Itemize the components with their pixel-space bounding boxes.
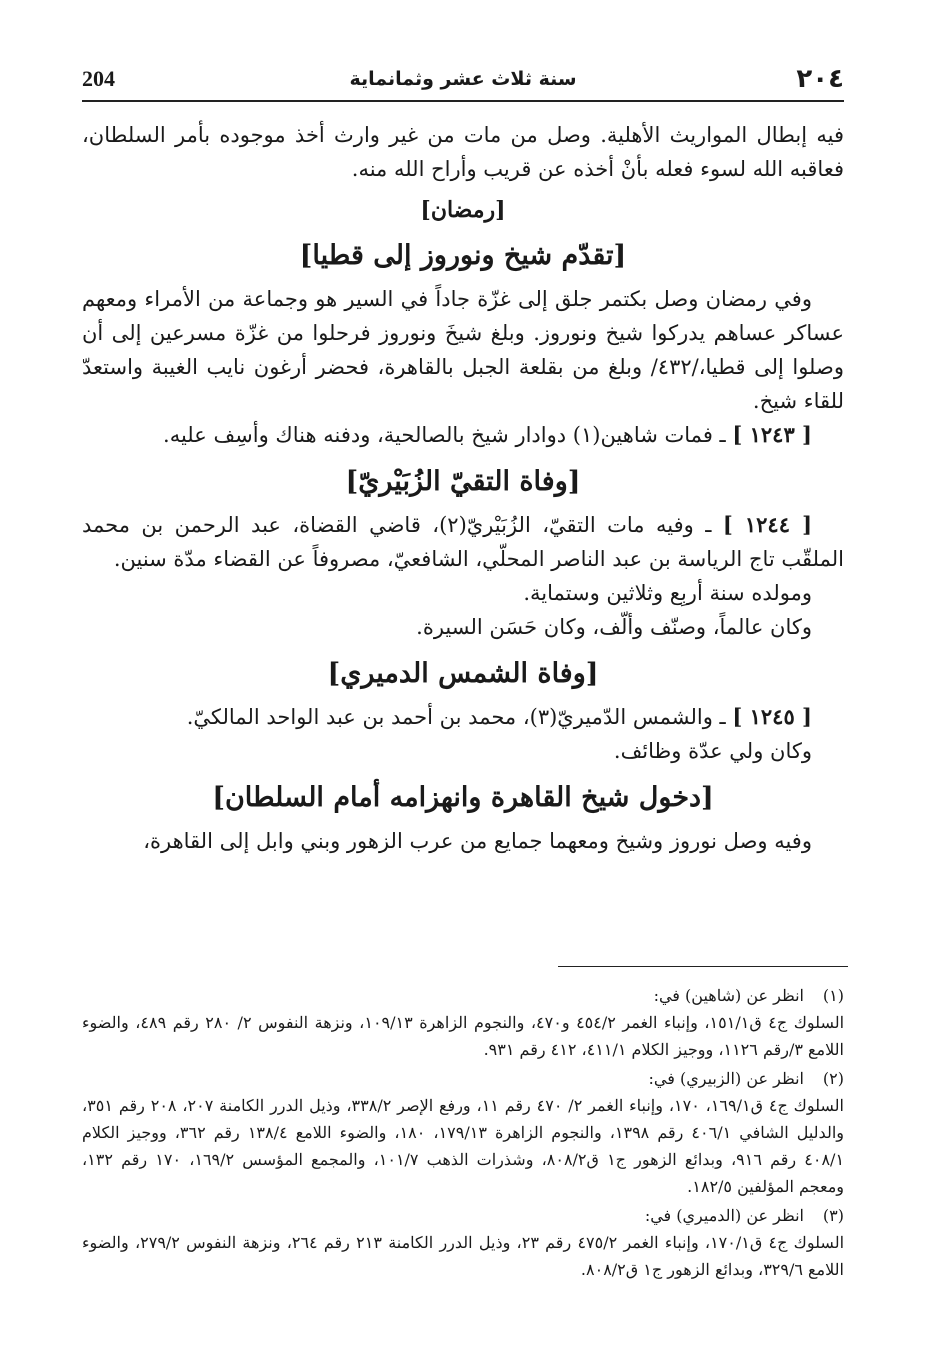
footnote-1 bbox=[82, 982, 844, 1063]
page-header bbox=[82, 62, 844, 98]
paragraph: ومولده سنة أربِع وثلاثين وستماية. bbox=[523, 581, 812, 605]
footnote-text: السلوك ج٤ ق١٧٠/١، وإنباء الغمر ٤٧٥/٢ رقم ٢٣، وذيل الدرر الكامنة ٢١٣ رقم ٢٦٤، ونزهة النفوس ٢٧٩/٢، والضوء اللامع ٣٢٩/٦، وبدائع الزهور ج١ ق٨٠٨/٢. bbox=[82, 1233, 845, 1279]
footnote-mark: (٣) bbox=[822, 1206, 844, 1225]
footnote-2 bbox=[82, 1065, 844, 1200]
running-title: سنة ثلاث عشر وثمانماية bbox=[349, 68, 577, 90]
section-heading: [تقدّم شيخ ونوروز إلى قطيا] bbox=[299, 240, 627, 271]
paragraph: فيه إبطال المواريث الأهلية. وصل من مات من غير وارث أخذ موجوده بأمر السلطان، فعاقبه الله لسوء فعله بأنْ أخذه عن قريب وأراح الله منه. bbox=[82, 123, 844, 181]
section-heading: [وفاة التقيّ الزُبَيْريّ] bbox=[345, 466, 581, 497]
entry-text: ـ فمات شاهين(١) دوادار شيخ بالصالحية، ودفنه هناك وأسِف عليه. bbox=[163, 423, 726, 447]
footnote-heading bbox=[82, 1065, 844, 1092]
footnotes bbox=[82, 982, 844, 1285]
footnote-heading bbox=[82, 1202, 844, 1229]
footnote-text: السلوك ج٤ ق١٥١/١، وإنباء الغمر ٤٥٤/٢ و٤٧٠، والنجوم الزاهرة ١٠٩/١٣، ونزهة النفوس ٢/ ٢٨٠ رقم ٤٨٩، والضوء اللامع ٣/رقم ١١٢٦، ووجيز الكلام ٤١١/١، ٤١٢ رقم ٩٣١. bbox=[82, 1013, 845, 1059]
footnote-head-text: انظر عن (الدميري) في: bbox=[644, 1206, 804, 1225]
footnote-3 bbox=[82, 1202, 844, 1283]
paragraph: وفي رمضان وصل بكتمر جلق إلى غزّة جاداً في السير هو وجماعة من الأمراء ومعهم عساكر عساهم يدركوا شيخ ونوروز. وبلغ شيخَ ونوروز فرحلوا من غزّة مسرعين إلى أن وصلوا إلى قطيا،/٤٣٢/ وبلغ من بقلعة الجبل بالقاهرة، فحضر أرغون نايب الغيبة واستعدّ للقاء شيخ. bbox=[82, 287, 844, 413]
footnote-head-text: انظر عن (شاهين) في: bbox=[653, 986, 804, 1005]
entry-number: [ ١٢٤٤ ] bbox=[722, 512, 813, 537]
entry-1245 bbox=[82, 700, 844, 734]
section-heading: [دخول شيخ القاهرة وانهزامه أمام السلطان] bbox=[212, 782, 714, 813]
entry-1243 bbox=[82, 418, 844, 452]
entry-number: [ ١٢٤٣ ] bbox=[732, 422, 812, 447]
page-number-arabic: ٢٠٤ bbox=[796, 64, 844, 94]
paragraph: وكان ولي عدّة وظائف. bbox=[613, 739, 812, 763]
paragraph: وفيه وصل نوروز وشيخ ومعهما جمايع من عرب الزهور وبني وابل إلى القاهرة، bbox=[143, 829, 812, 853]
section-heading: [رمضان] bbox=[420, 197, 506, 223]
header-rule bbox=[82, 100, 844, 102]
section-heading: [وفاة الشمس الدميري] bbox=[327, 658, 599, 689]
paragraph: وكان عالماً، وصنّف وألّف، وكان حَسَن السيرة. bbox=[416, 615, 812, 639]
entry-number: [ ١٢٤٥ ] bbox=[732, 704, 812, 729]
entry-1244 bbox=[82, 508, 844, 576]
footnote-mark: (١) bbox=[822, 986, 844, 1005]
main-text bbox=[82, 118, 844, 858]
footnote-rule bbox=[558, 966, 848, 967]
footnote-mark: (٢) bbox=[822, 1069, 844, 1088]
footnote-head-text: انظر عن (الزبيري) في: bbox=[648, 1069, 804, 1088]
footnote-text: السلوك ج٤ ق١٦٩/١، ١٧٠، وإنباء الغمر ٢/ ٤٧٠ رقم ١١، ورفع الإصر ٣٣٨/٢، وذيل الدرر الكامنة ٢٠٧، ٢٠٨ رقم ٣٥١، والدليل الشافي ٤٠٦/١ رقم ١٣٩٨، والنجوم الزاهرة ١٧٩/١٣، ١٨٠، والضوء اللامع ١٣٨/٤ رقم ٣٦٢، ووجيز الكلام ٤٠٨/١ رقم ٩١٦، وبدائع الزهور ج١ ق٨٠٨/٢، وشذرات الذهب ١٠١/٧، والمجمع المؤسس ١٦٩/٢، ١٧٠ رقم ١٣٢، ومعجم المؤلفين ١٨٢/٥. bbox=[82, 1096, 845, 1196]
entry-text: ـ وفيه مات التقيّ، الزُبَيْريّ(٢)، قاضي القضاة، عبد الرحمن بن محمد الملقّب تاج الرياسة بن عبد الناصر المحلّي، الشافعيّ، مصروفاً عن القضاء مدّة سنين. bbox=[82, 513, 844, 571]
entry-text: ـ والشمس الدّميريّ(٣)، محمد بن أحمد بن عبد الواحد المالكيّ. bbox=[186, 705, 726, 729]
footnote-heading bbox=[82, 982, 844, 1009]
page-number-latin: 204 bbox=[82, 66, 115, 91]
